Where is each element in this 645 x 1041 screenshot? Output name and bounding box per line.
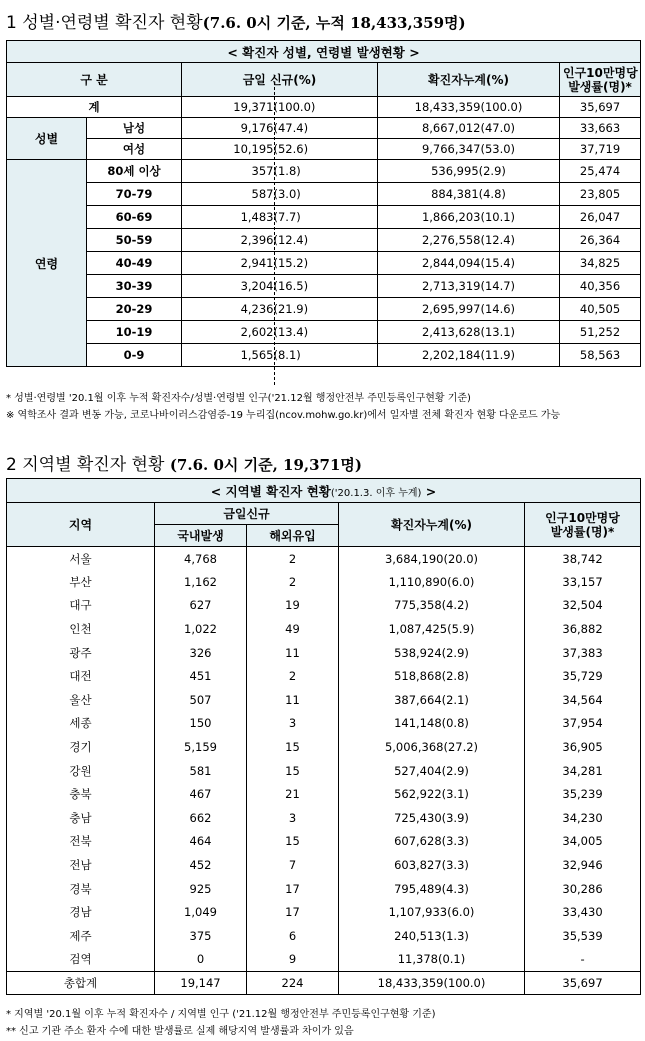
section1-note-2: ※ 역학조사 결과 변동 가능, 코로나바이러스감염증-19 누리집(ncov.mohw.go.kr)에서 일자별 전체 확진자 현황 다운로드 가능: [6, 410, 561, 421]
row-imported: 11: [247, 688, 339, 712]
new-pct: (52.6): [273, 142, 309, 156]
row-domestic: 627: [155, 594, 247, 618]
row-rate: 40,505: [560, 298, 641, 321]
table-row: [7, 712, 641, 736]
table-row: [7, 617, 641, 641]
row-rate: -: [525, 948, 641, 972]
row-rate: 35,539: [525, 924, 641, 948]
row-region: 전북: [7, 830, 155, 854]
row-cum: 538,924(2.9): [339, 641, 525, 665]
total-row: [7, 971, 641, 994]
row-cum: 8,667,012(47.0): [378, 118, 560, 139]
row-rate: 40,356: [560, 275, 641, 298]
row-region: 경기: [7, 735, 155, 759]
row-domestic: 5,159: [155, 735, 247, 759]
row-cum: 2,713,319(14.7): [378, 275, 560, 298]
row-rate: 34,825: [560, 252, 641, 275]
row-rate: 35,729: [525, 664, 641, 688]
row-rate: 33,663: [560, 118, 641, 139]
row-cum: 562,922(3.1): [339, 782, 525, 806]
total-label: 총합계: [7, 971, 155, 994]
table-row: [7, 853, 641, 877]
row-rate: 34,005: [525, 830, 641, 854]
row-label: 40-49: [87, 252, 182, 275]
row-imported: 15: [247, 759, 339, 783]
new-pct: (16.5): [273, 279, 309, 293]
header-rate-line2: 발생률(명)*: [550, 524, 615, 539]
row-new: [182, 118, 378, 139]
row-domestic: 326: [155, 641, 247, 665]
row-rate: 35,239: [525, 782, 641, 806]
row-rate: 34,281: [525, 759, 641, 783]
row-domestic: 507: [155, 688, 247, 712]
row-cum: 527,404(2.9): [339, 759, 525, 783]
row-imported: 6: [247, 924, 339, 948]
table-row: [7, 160, 641, 183]
row-region: 충북: [7, 782, 155, 806]
row-cum: 2,276,558(12.4): [378, 229, 560, 252]
table-row: [7, 321, 641, 344]
table-row: [7, 948, 641, 972]
table-row: [7, 118, 641, 139]
row-rate: 38,742: [525, 547, 641, 571]
header-region: 지역: [7, 503, 155, 547]
row-rate: 23,805: [560, 183, 641, 206]
new-value: 1,565: [240, 348, 274, 362]
header-rate-line2: 발생률(명)*: [568, 79, 632, 94]
section2-subtitle: (7.6. 0시 기준, 19,371명): [169, 456, 363, 474]
header-imported: 해외유입: [247, 525, 339, 547]
new-value: 357: [251, 164, 274, 178]
row-cum: 725,430(3.9): [339, 806, 525, 830]
row-rate: 37,954: [525, 712, 641, 736]
table-row: [7, 252, 641, 275]
row-cum: 1,107,933(6.0): [339, 900, 525, 924]
table-row: [7, 298, 641, 321]
new-value: 1,483: [240, 210, 274, 224]
row-cum: 2,695,997(14.6): [378, 298, 560, 321]
total-domestic: 19,147: [155, 971, 247, 994]
row-domestic: 662: [155, 806, 247, 830]
row-new: [182, 160, 378, 183]
row-domestic: 4,768: [155, 547, 247, 571]
row-region: 대구: [7, 594, 155, 618]
row-new: [182, 344, 378, 367]
table-row: [7, 275, 641, 298]
total-rate: 35,697: [525, 971, 641, 994]
row-cum: 2,844,094(15.4): [378, 252, 560, 275]
new-value: 2,941: [240, 256, 274, 270]
table-row: [7, 924, 641, 948]
header-rate: [560, 63, 641, 97]
row-cum: 795,489(4.3): [339, 877, 525, 901]
row-rate: 30,286: [525, 877, 641, 901]
row-cum: 536,995(2.9): [378, 160, 560, 183]
row-region: 울산: [7, 688, 155, 712]
row-new: [182, 275, 378, 298]
section2-note-1: * 지역별 '20.1월 이후 누적 확진자수 / 지역별 인구 ('21.12월 행정안전부 주민등록인구현황 기준): [6, 1009, 436, 1020]
row-region: 서울: [7, 547, 155, 571]
row-rate: 26,364: [560, 229, 641, 252]
row-imported: 21: [247, 782, 339, 806]
new-pct: (15.2): [273, 256, 309, 270]
row-new: [182, 183, 378, 206]
new-pct: (21.9): [273, 302, 309, 316]
table-row: [7, 877, 641, 901]
row-rate: 58,563: [560, 344, 641, 367]
row-domestic: 1,162: [155, 570, 247, 594]
row-cum: 1,866,203(10.1): [378, 206, 560, 229]
row-label: 30-39: [87, 275, 182, 298]
new-value: 587: [251, 187, 274, 201]
row-rate: 37,719: [560, 139, 641, 160]
row-imported: 3: [247, 712, 339, 736]
header-today-new: 금일신규: [155, 503, 339, 525]
total-rate: 35,697: [560, 97, 641, 118]
header-domestic: 국내발생: [155, 525, 247, 547]
sex-group-label: 성별: [7, 118, 87, 160]
table2-caption: [7, 479, 641, 503]
row-rate: 25,474: [560, 160, 641, 183]
row-imported: 15: [247, 830, 339, 854]
row-region: 대전: [7, 664, 155, 688]
new-value: 3,204: [240, 279, 274, 293]
table-row: [7, 641, 641, 665]
total-row: [7, 97, 641, 118]
row-cum: 9,766,347(53.0): [378, 139, 560, 160]
row-cum: 11,378(0.1): [339, 948, 525, 972]
row-domestic: 581: [155, 759, 247, 783]
header-rate: [525, 503, 641, 547]
row-rate: 51,252: [560, 321, 641, 344]
row-label: 50-59: [87, 229, 182, 252]
row-cum: 603,827(3.3): [339, 853, 525, 877]
row-imported: 3: [247, 806, 339, 830]
row-new: [182, 252, 378, 275]
new-pct: (1.8): [273, 164, 301, 178]
region-table: [6, 478, 641, 995]
total-label: 계: [7, 97, 182, 118]
row-rate: 26,047: [560, 206, 641, 229]
row-domestic: 464: [155, 830, 247, 854]
table2-caption-sub: ('20.1.3. 이후 누계): [330, 487, 422, 499]
section2-note-2: ** 신고 기관 주소 환자 수에 대한 발생률로 실제 해당지역 발생률과 차이가 있음: [6, 1026, 354, 1037]
table-row: [7, 229, 641, 252]
sex-age-table: [6, 40, 641, 367]
row-region: 인천: [7, 617, 155, 641]
table-row: [7, 183, 641, 206]
row-rate: 36,905: [525, 735, 641, 759]
row-region: 전남: [7, 853, 155, 877]
row-cum: 387,664(2.1): [339, 688, 525, 712]
row-rate: 36,882: [525, 617, 641, 641]
total-new-pct: (100.0): [273, 100, 316, 114]
new-value: 4,236: [240, 302, 274, 316]
row-domestic: 150: [155, 712, 247, 736]
row-cum: 2,202,184(11.9): [378, 344, 560, 367]
row-imported: 17: [247, 900, 339, 924]
row-rate: 32,946: [525, 853, 641, 877]
row-region: 경북: [7, 877, 155, 901]
table2-caption-end: >: [425, 483, 437, 499]
row-cum: 5,006,368(27.2): [339, 735, 525, 759]
row-imported: 2: [247, 664, 339, 688]
row-label: 60-69: [87, 206, 182, 229]
row-label: 10-19: [87, 321, 182, 344]
table-row: [7, 782, 641, 806]
row-imported: 7: [247, 853, 339, 877]
table1-caption: < 확진자 성별, 연령별 발생현황 >: [7, 41, 641, 63]
new-value: 2,602: [240, 325, 274, 339]
row-region: 세종: [7, 712, 155, 736]
header-new: 금일 신규(%): [182, 63, 378, 97]
dashed-divider: [274, 82, 275, 385]
table-row: [7, 547, 641, 571]
row-region: 제주: [7, 924, 155, 948]
row-domestic: 925: [155, 877, 247, 901]
table-row: [7, 735, 641, 759]
header-rate-line1: 인구10만명당: [545, 510, 620, 525]
row-cum: 1,110,890(6.0): [339, 570, 525, 594]
age-group-label: 연령: [7, 160, 87, 367]
new-value: 9,176: [240, 121, 274, 135]
table-row: [7, 806, 641, 830]
total-new-value: 19,371: [233, 100, 274, 114]
table-row: [7, 759, 641, 783]
row-label: 여성: [87, 139, 182, 160]
row-domestic: 452: [155, 853, 247, 877]
section2-title: [6, 450, 362, 475]
row-domestic: 451: [155, 664, 247, 688]
row-domestic: 1,049: [155, 900, 247, 924]
row-cum: 141,148(0.8): [339, 712, 525, 736]
row-label: 0-9: [87, 344, 182, 367]
row-cum: 2,413,628(13.1): [378, 321, 560, 344]
header-rate-line1: 인구10만명당: [563, 65, 638, 80]
new-pct: (47.4): [273, 121, 309, 135]
new-value: 2,396: [240, 233, 274, 247]
row-domestic: 467: [155, 782, 247, 806]
section1-note-1: * 성별·연령별 '20.1월 이후 누적 확진자수/성별·연령별 인구('21.12월 행정안전부 주민등록인구현황 기준): [6, 393, 471, 404]
row-rate: 37,383: [525, 641, 641, 665]
table-row: [7, 344, 641, 367]
table2-caption-main: < 지역별 확진자 현황: [210, 483, 331, 499]
new-pct: (13.4): [273, 325, 309, 339]
row-imported: 9: [247, 948, 339, 972]
row-cum: 240,513(1.3): [339, 924, 525, 948]
row-region: 강원: [7, 759, 155, 783]
row-imported: 2: [247, 570, 339, 594]
header-cum: 확진자누계(%): [339, 503, 525, 547]
row-rate: 33,430: [525, 900, 641, 924]
row-rate: 34,230: [525, 806, 641, 830]
table-row: [7, 664, 641, 688]
table-row: [7, 139, 641, 160]
row-new: [182, 298, 378, 321]
row-label: 70-79: [87, 183, 182, 206]
row-region: 경남: [7, 900, 155, 924]
row-region: 광주: [7, 641, 155, 665]
row-imported: 2: [247, 547, 339, 571]
row-cum: 607,628(3.3): [339, 830, 525, 854]
row-label: 20-29: [87, 298, 182, 321]
row-cum: 3,684,190(20.0): [339, 547, 525, 571]
row-label: 남성: [87, 118, 182, 139]
row-domestic: 375: [155, 924, 247, 948]
row-cum: 775,358(4.2): [339, 594, 525, 618]
table-row: [7, 830, 641, 854]
row-region: 검역: [7, 948, 155, 972]
new-value: 10,195: [233, 142, 274, 156]
table-row: [7, 900, 641, 924]
row-new: [182, 321, 378, 344]
table-row: [7, 688, 641, 712]
total-cum: 18,433,359(100.0): [339, 971, 525, 994]
total-cum: 18,433,359(100.0): [378, 97, 560, 118]
new-pct: (8.1): [273, 348, 301, 362]
row-imported: 15: [247, 735, 339, 759]
section2-title-text: 2 지역별 확진자 현황: [6, 455, 165, 475]
new-pct: (3.0): [273, 187, 301, 201]
row-label: 80세 이상: [87, 160, 182, 183]
row-rate: 32,504: [525, 594, 641, 618]
row-cum: 518,868(2.8): [339, 664, 525, 688]
row-new: [182, 229, 378, 252]
row-domestic: 0: [155, 948, 247, 972]
row-cum: 884,381(4.8): [378, 183, 560, 206]
row-rate: 33,157: [525, 570, 641, 594]
section1-title: [6, 8, 466, 33]
row-cum: 1,087,425(5.9): [339, 617, 525, 641]
table-row: [7, 206, 641, 229]
row-region: 충남: [7, 806, 155, 830]
new-pct: (7.7): [273, 210, 301, 224]
row-rate: 34,564: [525, 688, 641, 712]
row-new: [182, 206, 378, 229]
section1-title-text: 1 성별·연령별 확진자 현황: [6, 13, 203, 33]
row-imported: 49: [247, 617, 339, 641]
region-rows: [7, 547, 641, 972]
section1-subtitle: (7.6. 0시 기준, 누적 18,433,359명): [202, 14, 466, 32]
row-imported: 17: [247, 877, 339, 901]
table-row: [7, 570, 641, 594]
row-imported: 19: [247, 594, 339, 618]
total-imported: 224: [247, 971, 339, 994]
total-new: [182, 97, 378, 118]
row-imported: 11: [247, 641, 339, 665]
table-row: [7, 594, 641, 618]
header-cum: 확진자누계(%): [378, 63, 560, 97]
row-new: [182, 139, 378, 160]
header-category: 구 분: [7, 63, 182, 97]
new-pct: (12.4): [273, 233, 309, 247]
row-domestic: 1,022: [155, 617, 247, 641]
row-region: 부산: [7, 570, 155, 594]
